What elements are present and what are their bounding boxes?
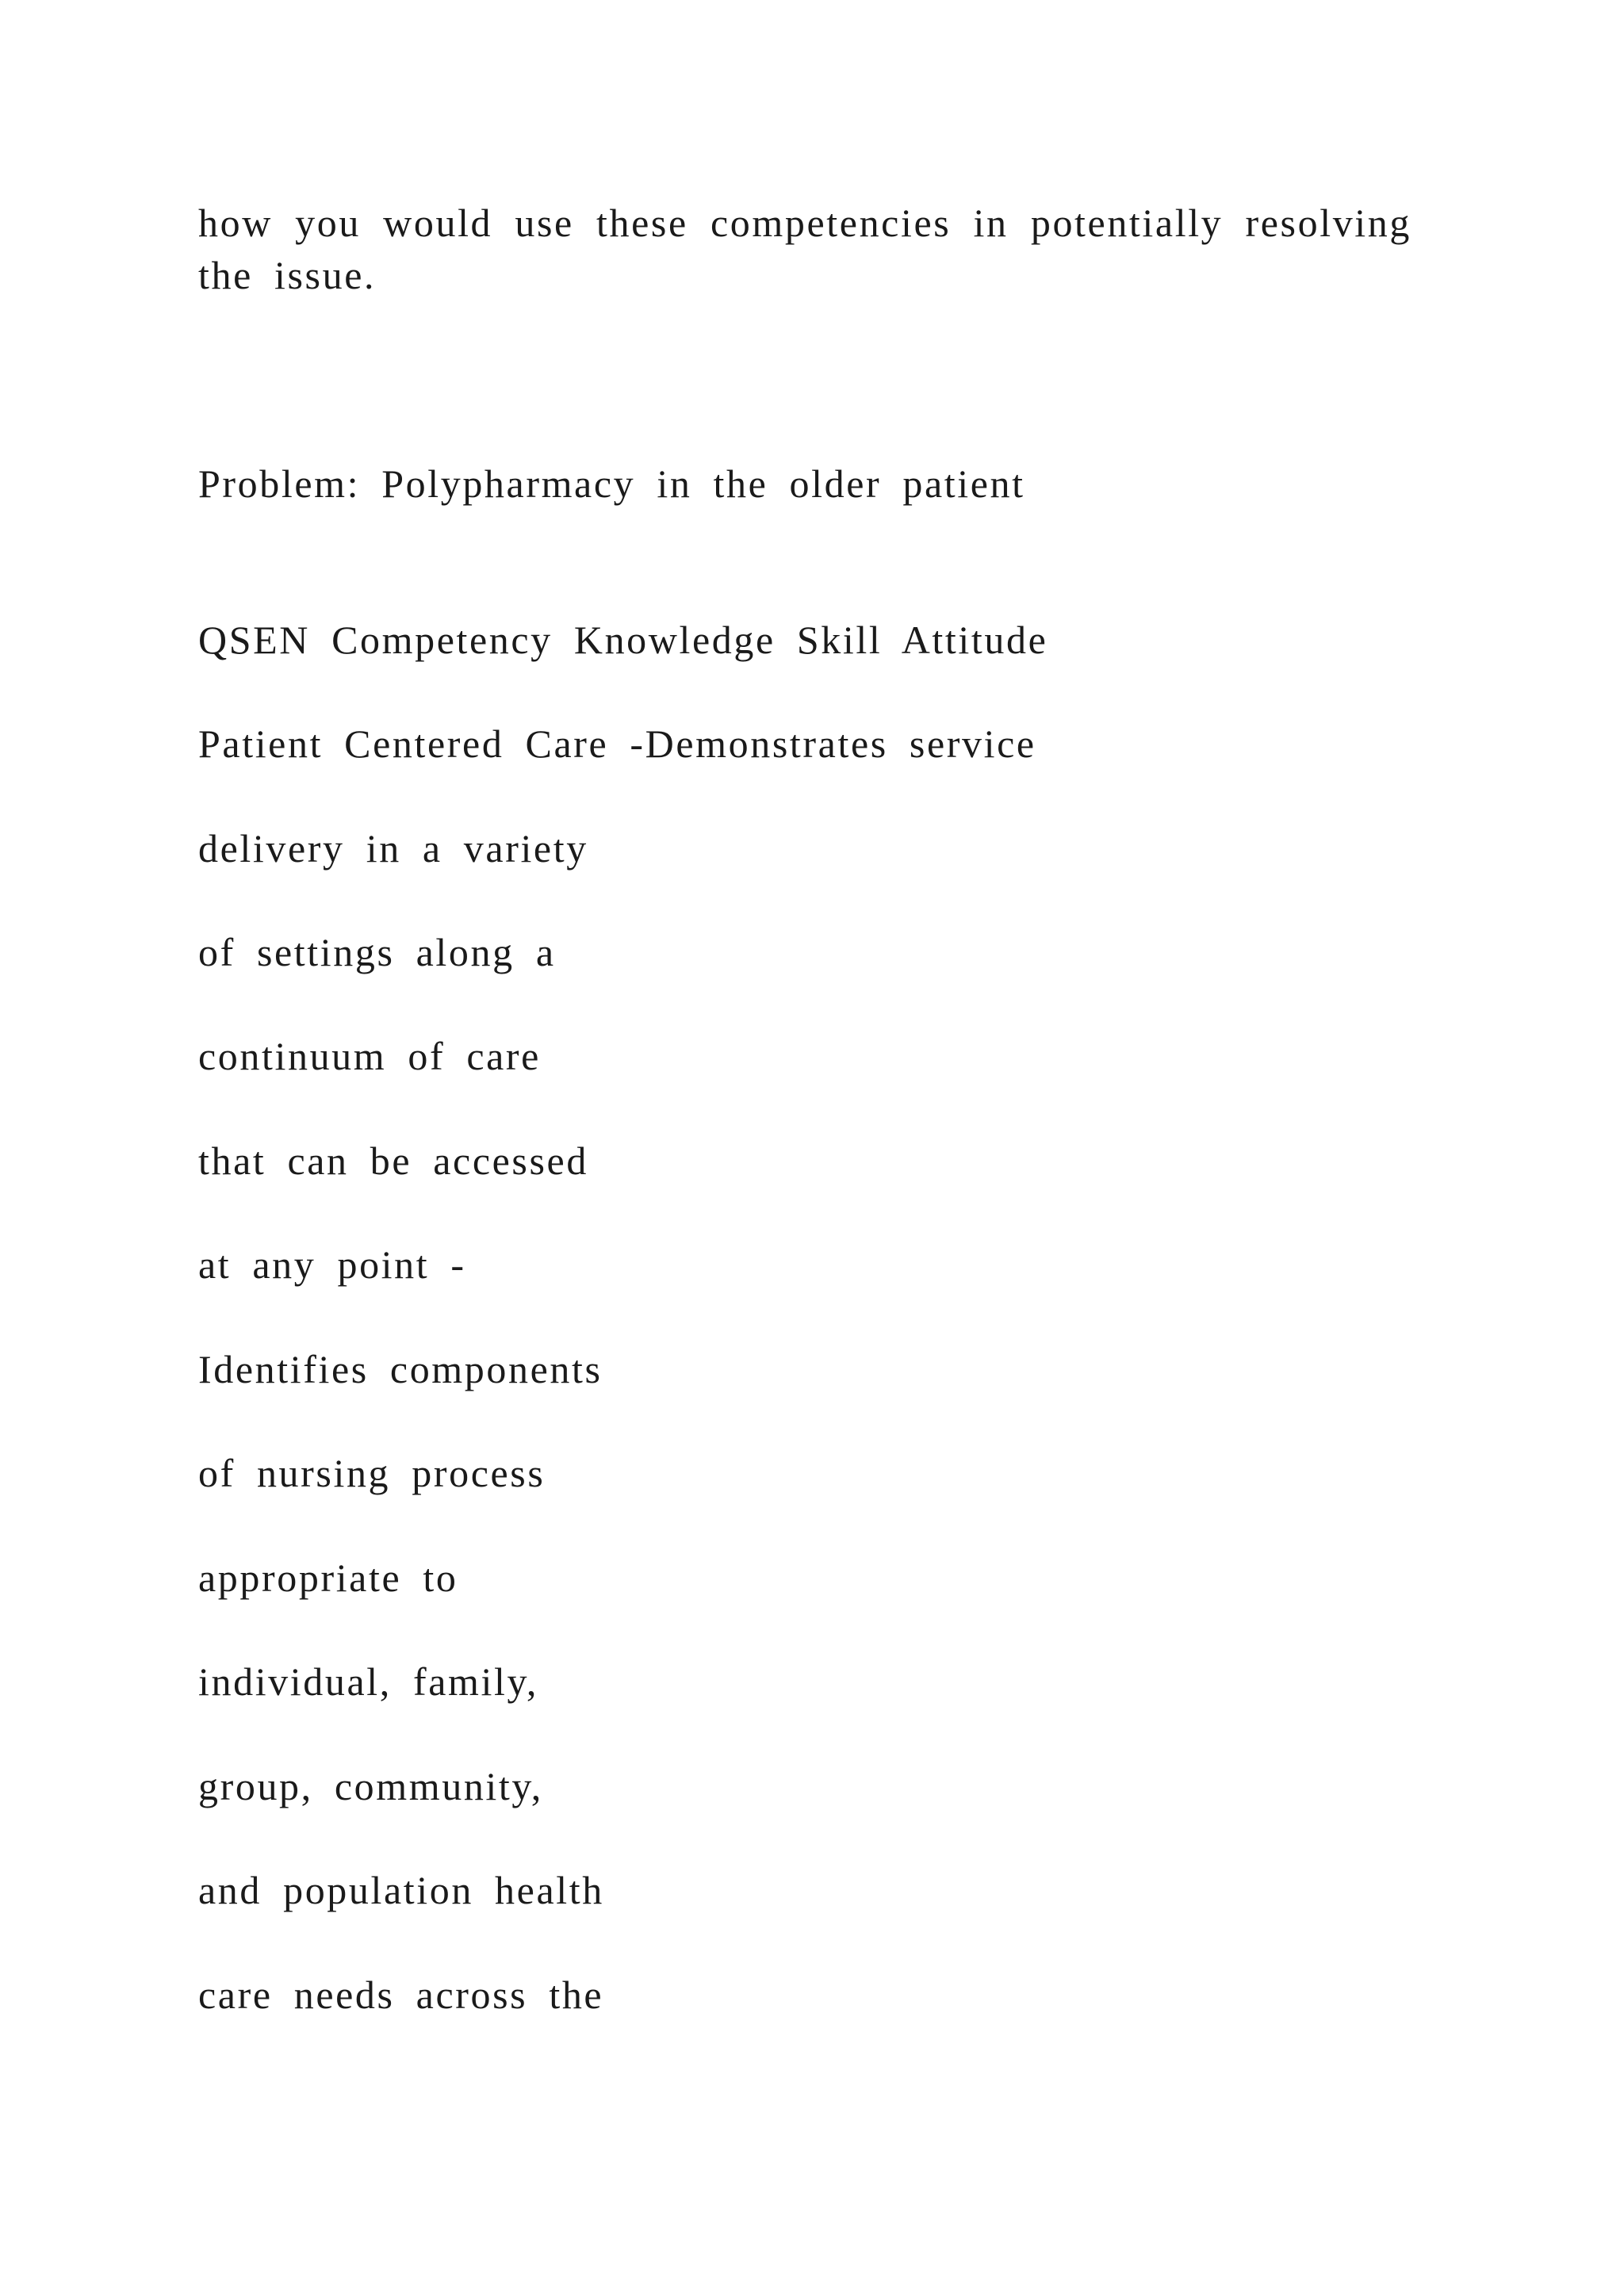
body-line: appropriate to: [198, 1556, 458, 1600]
body-line: care needs across the: [198, 1973, 604, 2017]
body-line: of settings along a: [198, 930, 556, 974]
intro-paragraph: how you would use these competencies in potentially resolving the issue.: [198, 201, 1411, 297]
body-line: delivery in a variety: [198, 826, 588, 871]
body-line: of nursing process: [198, 1451, 546, 1495]
problem-statement: Problem: Polypharmacy in the older patient: [198, 461, 1025, 506]
body-line: Identifies components: [198, 1347, 603, 1391]
body-line: Patient Centered Care -Demonstrates service: [198, 721, 1036, 766]
body-line: that can be accessed: [198, 1138, 588, 1183]
body-line: group, community,: [198, 1764, 543, 1808]
body-line: and population health: [198, 1868, 604, 1912]
qsen-table-header: QSEN Competency Knowledge Skill Attitude: [198, 618, 1048, 662]
body-line: continuum of care: [198, 1034, 541, 1078]
body-line: individual, family,: [198, 1659, 538, 1704]
body-line: at any point -: [198, 1242, 466, 1287]
